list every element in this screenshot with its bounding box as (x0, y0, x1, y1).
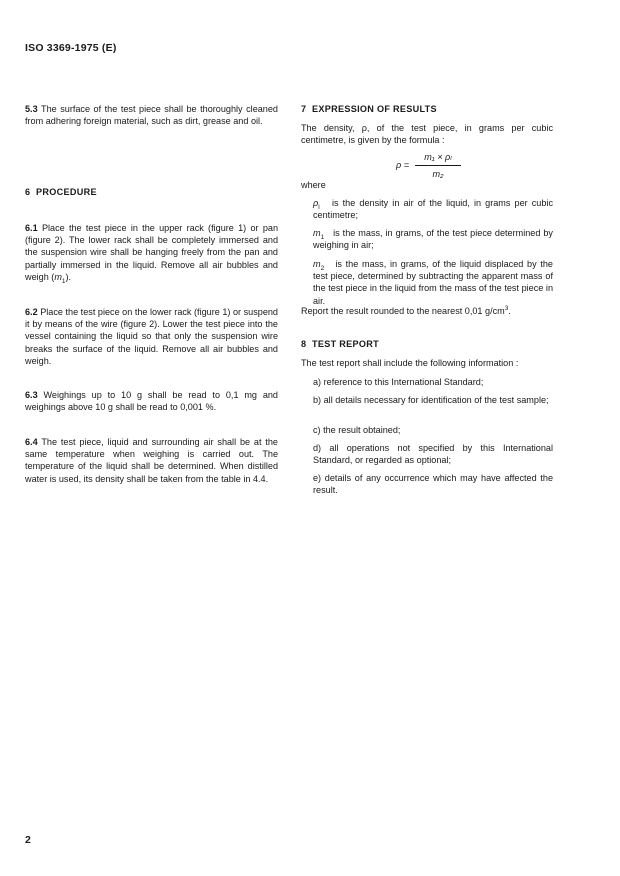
formula-numerator: m₁ × ρₗ (415, 151, 461, 166)
report-rounding: Report the result rounded to the nearest 0,01 $g/cm^3$. (301, 304, 511, 316)
list-item-b: b) all details necessary for identification of the test sample; (313, 395, 549, 405)
definition-text: is the mass, in grams, of the test piece determined by weighing in air; (313, 228, 553, 251)
symbol-subscript: l (318, 203, 320, 211)
clause-number: 6.1 (25, 223, 38, 233)
definition-m2 (313, 258, 553, 307)
clause-6-3 (25, 389, 278, 413)
section-number: 7 (301, 104, 307, 114)
clause-6-4 (25, 436, 278, 485)
definition-rho-l (313, 197, 553, 221)
clause-text: Weighings up to 10 g shall be read to 0,1 mg and weighings above 10 g shall be read to 0,001 %. (25, 390, 278, 413)
document-header: ISO 3369-1975 (E) (25, 42, 117, 54)
clause-text: The surface of the test piece shall be thoroughly cleaned from adhering foreign material, such as dirt, grease and oil. (25, 104, 278, 127)
formula-denominator: m₂ (432, 169, 444, 180)
formula-lhs: ρ = (396, 160, 410, 170)
section-number: 8 (301, 339, 307, 349)
section-title: PROCEDURE (36, 187, 97, 197)
definition-text: is the density in air of the liquid, in grams per cubic centimetre; (313, 198, 553, 221)
section-7-heading (301, 103, 553, 115)
symbol-subscript: 2 (320, 264, 325, 272)
clause-text: The test piece, liquid and surrounding air shall be at the same temperature when weighing is carried out. The temperature of the liquid shall be determined. When distilled water is used, its density shall be taken from the table in 4.4. (25, 437, 278, 484)
unit-superscript: 3 (504, 304, 509, 312)
clause-6-2 (25, 306, 278, 367)
clause-5-3 (25, 103, 278, 127)
formula-intro-text: The density, ρ, of the test piece, in grams per cubic centimetre, is given by the formula : (301, 123, 553, 146)
symbol: m (313, 259, 321, 269)
definition-text: is the mass, in grams, of the liquid displaced by the test piece, determined by subtracting the apparent mass of the test piece in the liquid from the mass of the test piece in air. (313, 259, 553, 306)
where-label: where (301, 180, 326, 190)
section-number: 6 (25, 187, 31, 197)
symbol: m (313, 228, 321, 238)
clause-6-1 (25, 222, 278, 283)
symbol: ρ (313, 198, 319, 208)
section-title: TEST REPORT (312, 339, 379, 349)
section-8-heading (301, 338, 553, 350)
mass-symbol: m (54, 271, 62, 282)
report-intro: The test report shall include the following information : (301, 358, 519, 368)
list-item-c: c) the result obtained; (313, 425, 401, 435)
density-formula (396, 151, 466, 181)
page-number: 2 (25, 834, 31, 846)
formula-intro (301, 122, 553, 146)
clause-text: Place the test piece in the upper rack (figure 1) or pan (figure 2). The lower rack shall be completely immersed and the suspension wire shall be hanging freely from the pan and partially immersed in the liquid. Remove all air bubbles and weigh ( (25, 223, 279, 282)
section-6-heading (25, 186, 278, 198)
clause-number: 6.2 (25, 307, 38, 317)
symbol-subscript: 1 (320, 233, 325, 241)
list-item-e: e) details of any occurrence which may have affected the result. (313, 473, 553, 496)
clause-text: Place the test piece on the lower rack (figure 1) or suspend it by means of the wire (figure 2). Lower the test piece into the vessel containing the liquid so that only the suspension wire breaks the surface of the liquid. Remove all air bubbles and weigh. (25, 307, 278, 366)
clause-end: ). (65, 271, 72, 282)
definition-m1 (313, 227, 553, 251)
clause-number: 6.3 (25, 390, 38, 400)
clause-number: 6.4 (25, 437, 38, 447)
list-item-d: d) all operations not specified by this International Standard, or regarded as optional; (313, 443, 553, 466)
clause-number: 5.3 (25, 104, 38, 114)
mass-subscript: 1 (61, 277, 66, 285)
section-title: EXPRESSION OF RESULTS (312, 104, 437, 114)
formula-fraction (415, 151, 461, 180)
list-item-a: a) reference to this International Standard; (313, 377, 484, 387)
